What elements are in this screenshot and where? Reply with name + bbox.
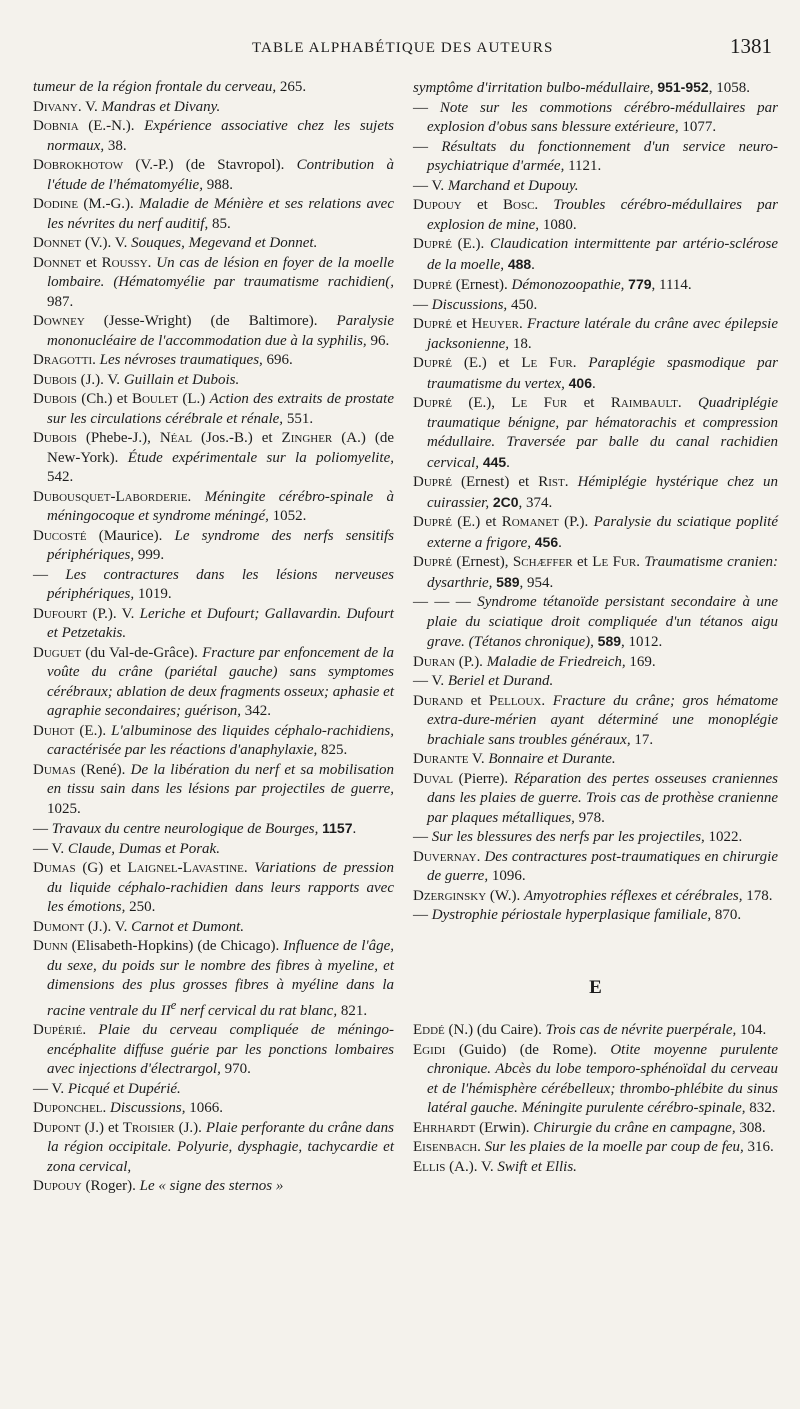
right-column xyxy=(413,78,778,1177)
index-entry: Dupré et Heuyer. Fracture latérale du crâne avec épilepsie jacksonienne, 18. xyxy=(413,316,779,352)
index-entry: Durand et Pelloux. Fracture du crâne; gros hématome extra-dure-mérien ayant déterminé une monoplégie brachiale sans troubles généraux, 17. xyxy=(413,692,778,748)
index-entry: Duguet (du Val-de-Grâce). Fracture par enfoncement de la voûte du crâne (pariétal gauche) sans symptomes cérébraux; ablation de deux fragments osseux; aphasie et agraphie secondaires; guérison, 342. xyxy=(33,644,394,719)
index-entry: Downey (Jesse-Wright) (de Baltimore). Paralysie mononucléaire de l'accommodation due à la syphilis, 96. xyxy=(33,313,394,349)
index-entry: Dumas (G) et Laignel-Lavastine. Variations de pression du liquide céphalo-rachidien dans leurs rapports avec les émotions, 250. xyxy=(33,860,394,915)
running-title: TABLE ALPHABÉTIQUE DES AUTEURS xyxy=(252,40,554,56)
index-entry: Dodine (M.-G.). Maladie de Ménière et ses relations avec les névrites du nerf auditif, 85. xyxy=(33,196,394,232)
index-entry: Duvernay. Des contractures post-traumatiques en chirurgie de guerre, 1096. xyxy=(413,848,779,884)
index-entry: Dumas (René). De la libération du nerf et sa mobilisation en tissu sain dans les lésions par projectiles de guerre, 1025. xyxy=(33,761,395,817)
index-entry: Duval (Pierre). Réparation des pertes osseuses craniennes dans les plaies de guerre. Trois cas de prothèse cranienne par plaques métalliques, 978. xyxy=(413,770,778,826)
index-entry: Donnet et Roussy. Un cas de lésion en foyer de la moelle lombaire. (Hématomyélie par traumatisme rachidien(, 987. xyxy=(33,254,395,310)
index-entry: Ellis (A.). V. Swift et Ellis. xyxy=(413,1158,577,1175)
index-entry: tumeur de la région frontale du cerveau, 265. xyxy=(33,79,307,95)
index-entry: — V. Claude, Dumas et Porak. xyxy=(33,840,220,857)
page-header xyxy=(0,34,800,64)
index-entry: Egidi (Guido) (de Rome). Otite moyenne purulente chronique. Abcès du lobe temporo-sphénoïdal du cerveau et de l'hémisphère cérébelleux; thrombo-phlébite du sinus latéral gauche. Méningite purulente cérébro-spinale, 832. xyxy=(413,1041,778,1116)
index-entry: — Résultats du fonctionnement d'un service neuro-psychiatrique d'armée, 1121. xyxy=(413,138,779,174)
index-entry: Dobrokhotow (V.-P.) (de Stavropol). Contribution à l'étude de l'hématomyélie, 988. xyxy=(33,157,395,193)
right-column-d-entries xyxy=(413,78,778,926)
index-entry: — — — Syndrome tétanoïde persistant secondaire à une plaie du sciatique droit compliquée d'un tétanos aigu grave. (Tétanos chronique), 589, 1012. xyxy=(413,594,778,650)
index-entry: Dubousquet-Laborderie. Méningite cérébro-spinale à méningocoque et syndrome méningé, 1052. xyxy=(33,488,395,524)
index-entry: Duponchel. Discussions, 1066. xyxy=(33,1100,223,1116)
index-entry: — V. Marchand et Dupouy. xyxy=(413,177,579,194)
index-entry: Dupré (Ernest), Schæffer et Le Fur. Traumatisme cranien: dysarthrie, 589, 954. xyxy=(413,554,778,591)
index-entry: Divany. V. Mandras et Divany. xyxy=(33,98,221,115)
index-entry: Dupouy (Roger). Le « signe des sternos » xyxy=(33,1178,284,1194)
index-entry: Dubois (J.). V. Guillain et Dubois. xyxy=(33,371,240,388)
index-entry: Dupré (E.) et Romanet (P.). Paralysie du sciatique poplité externe a frigore, 456. xyxy=(413,514,778,551)
index-entry: Dupré (Ernest) et Rist. Hémiplégie hystérique chez un cuirassier, 2C0, 374. xyxy=(413,474,779,511)
index-entry: Eisenbach. Sur les plaies de la moelle par coup de feu, 316. xyxy=(413,1139,774,1155)
index-entry: Dubois (Phebe-J.), Néal (Jos.-B.) et Zingher (A.) (de New-York). Étude expérimentale sur la poliomyelite, 542. xyxy=(33,430,395,485)
index-entry: Dupré (E.) et Le Fur. Paraplégie spasmodique par traumatisme du vertex, 406. xyxy=(413,355,779,392)
index-entry: — Note sur les commotions cérébro-médullaires par explosion d'obus sans blessure extérieure, 1077. xyxy=(413,99,778,135)
right-column-e-entries xyxy=(413,1021,778,1177)
index-entry: Ducosté (Maurice). Le syndrome des nerfs sensitifs périphériques, 999. xyxy=(33,527,394,563)
index-entry: Dobnia (E.-N.). Expérience associative chez les sujets normaux, 38. xyxy=(33,118,395,154)
index-entry: Dubois (Ch.) et Boulet (L.) Action des extraits de prostate sur les circulations cérébrale et rénale, 551. xyxy=(33,391,395,427)
index-entry: symptôme d'irritation bulbo-médullaire, 951-952, 1058. xyxy=(413,79,750,96)
index-entry: Dumont (J.). V. Carnot et Dumont. xyxy=(33,918,245,935)
index-entry: — V. Picqué et Dupérié. xyxy=(33,1080,181,1097)
index-entry: Dupré (Ernest). Démonozoopathie, 779, 1114. xyxy=(413,276,692,293)
section-letter-heading: E xyxy=(589,976,602,998)
index-entry: Dupré (E.), Le Fur et Raimbault. Quadriplégie traumatique bénigne, par hématorachis et compression médullaire. Traversée par balle du canal rachidien cervical, 445. xyxy=(413,395,778,471)
page-number: 1381 xyxy=(730,34,772,58)
index-entry: Ehrhardt (Erwin). Chirurgie du crâne en campagne, 308. xyxy=(413,1119,766,1136)
index-entry: Duran (P.). Maladie de Friedreich, 169. xyxy=(413,653,656,670)
index-entry: Dupont (J.) et Troisier (J.). Plaie perforante du crâne dans la région occipitale. Polyurie, dysphagie, tachycardie et zona cervical, xyxy=(33,1119,395,1175)
index-entry: Dzerginsky (W.). Amyotrophies réflexes et cérébrales, 178. xyxy=(413,887,773,904)
index-entry: — V. Beriel et Durand. xyxy=(413,673,554,689)
index-entry: Durante V. Bonnaire et Durante. xyxy=(413,751,616,767)
index-entry: Donnet (V.). V. Souques, Megevand et Donnet. xyxy=(33,235,318,251)
left-column xyxy=(33,78,394,1197)
index-entry: Dupré (E.). Claudication intermittente par artério-sclérose de la moelle, 488. xyxy=(413,236,779,273)
index-entry: Eddé (N.) (du Caire). Trois cas de névrite puerpérale, 104. xyxy=(413,1022,767,1038)
index-entry: Dufourt (P.). V. Leriche et Dufourt; Gallavardin. Dufourt et Petzetakis. xyxy=(33,605,394,641)
index-entry: Duhot (E.). L'albuminose des liquides céphalo-rachidiens, caractérisée par les réactions d'anaphylaxie, 825. xyxy=(33,722,394,758)
index-entry: — Discussions, 450. xyxy=(413,296,538,313)
index-entry: Dupérié. Plaie du cerveau compliquée de méningo-encéphalite diffuse guérie par les ponctions lombaires avec injections d'électrargol, 970. xyxy=(33,1022,395,1077)
index-entry: — Dystrophie périostale hyperplasique familiale, 870. xyxy=(413,907,742,923)
index-entry: — Les contractures dans les lésions nerveuses périphériques, 1019. xyxy=(33,566,395,602)
index-entry: Dunn (Elisabeth-Hopkins) (de Chicago). Influence de l'âge, du sexe, du poids sur le nombre des fibres à myeline, et dimensions des plus grosses fibres à myéline dans la racine ventrale du IIe nerf cervical du rat blanc, 821. xyxy=(33,938,394,1019)
index-entry: Dragotti. Les névroses traumatiques, 696. xyxy=(33,352,293,368)
index-entry: — Travaux du centre neurologique de Bourges, 1157. xyxy=(33,820,357,837)
index-entry: — Sur les blessures des nerfs par les projectiles, 1022. xyxy=(413,829,743,845)
index-entry: Dupouy et Bosc. Troubles cérébro-médullaires par explosion de mine, 1080. xyxy=(413,197,779,233)
